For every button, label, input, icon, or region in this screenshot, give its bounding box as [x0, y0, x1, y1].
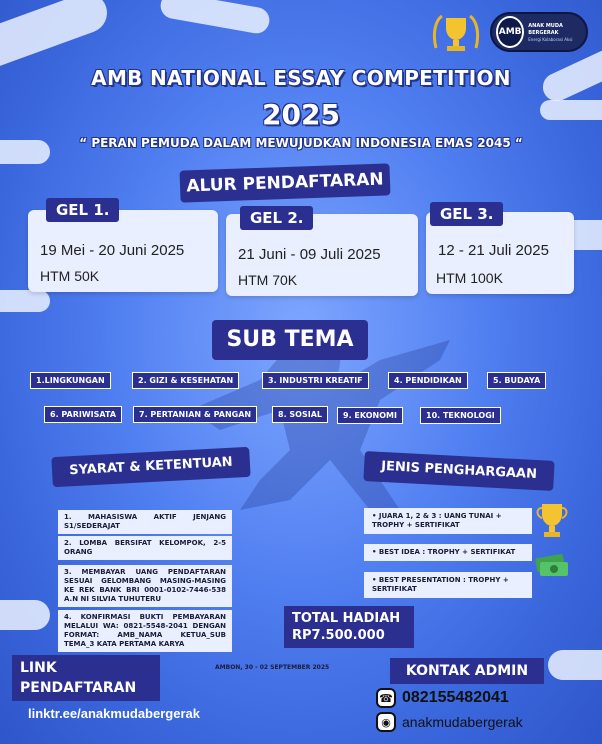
kontak-admin-heading: KONTAK ADMIN	[390, 658, 544, 684]
subtema-item: 6. PARIWISATA	[44, 406, 122, 423]
gelombang-label: GEL 1.	[46, 198, 119, 222]
gelombang-htm: HTM 50K	[40, 268, 100, 284]
subtema-item: 10. TEKNOLOGI	[420, 407, 501, 424]
gelombang-htm: HTM 100K	[436, 270, 503, 286]
title-year: 2025	[262, 98, 340, 131]
amb-logo-mark: AMB	[496, 16, 524, 48]
subtema-item: 4. PENDIDIKAN	[388, 372, 468, 389]
cloud-decoration	[0, 600, 50, 630]
subtema-item: 7. PERTANIAN & PANGAN	[133, 406, 257, 423]
subtema-item: 3. INDUSTRI KREATIF	[262, 372, 369, 389]
penghargaan-item: • BEST PRESENTATION : TROPHY + SERTIFIKAT	[364, 572, 532, 598]
trophy-logo-icon	[430, 12, 482, 58]
subtema-item: 9. EKONOMI	[337, 407, 403, 424]
subtema-item: 5. BUDAYA	[487, 372, 546, 389]
gelombang-label: GEL 2.	[240, 206, 313, 230]
total-hadiah-box	[284, 606, 414, 648]
syarat-item: 3. MEMBAYAR UANG PENDAFTARAN SESUAI GELOMBANG MASING-MASING KE REK BANK BRI 0001-0102-7446-538 A.N NI SILVIA TUHUTERU	[58, 565, 232, 607]
phone-number: 082155482041	[402, 689, 509, 706]
gelombang-date: 12 - 21 Juli 2025	[438, 242, 549, 259]
syarat-heading: SYARAT & KETENTUAN	[51, 447, 250, 487]
subtema-item: 8. SOSIAL	[272, 406, 328, 423]
penghargaan-item: • JUARA 1, 2 & 3 : UANG TUNAI + TROPHY + SERTIFIKAT	[364, 508, 532, 534]
penghargaan-item: • BEST IDEA : TROPHY + SERTIFIKAT	[364, 544, 532, 561]
cloud-decoration	[548, 650, 602, 680]
money-icon	[534, 550, 570, 582]
gelombang-htm: HTM 70K	[238, 272, 298, 288]
whatsapp-icon: ☎	[376, 688, 396, 708]
syarat-item: 4. KONFIRMASI BUKTI PEMBAYARAN MELALUI WA: 0821-5548-2041 DENGAN FORMAT: AMB_NAMA KETUA_SUB TEMA_3 KATA PERTAMA KARYA	[58, 610, 232, 652]
subtema-item: 1.LINGKUNGAN	[30, 372, 111, 389]
syarat-item: 2. LOMBA BERSIFAT KELOMPOK, 2-5 ORANG	[58, 536, 232, 560]
subtema-heading: SUB TEMA	[212, 320, 368, 360]
phone-contact[interactable]	[376, 688, 509, 708]
syarat-item: 1. MAHASISWA AKTIF JENJANG S1/SEDERAJAT	[58, 510, 232, 534]
gelombang-label: GEL 3.	[430, 202, 503, 226]
alur-pendaftaran-heading: ALUR PENDAFTARAN	[180, 163, 391, 202]
competition-theme: “ PERAN PEMUDA DALAM MEWUJUDKAN INDONESIA EMAS 2045 “	[79, 136, 523, 150]
subtema-item: 2. GIZI & KESEHATAN	[132, 372, 239, 389]
cloud-decoration	[159, 0, 272, 35]
cloud-decoration	[0, 0, 113, 73]
total-hadiah-label: TOTAL HADIAH	[292, 611, 401, 626]
gelombang-date: 19 Mei - 20 Juni 2025	[40, 242, 185, 259]
instagram-contact[interactable]	[376, 712, 523, 732]
instagram-icon: ◉	[376, 712, 396, 732]
page-title: AMB NATIONAL ESSAY COMPETITION	[91, 66, 511, 90]
amb-logo-subcaption: Energi Kolaborasi Aksi	[528, 36, 573, 42]
trophy-icon	[534, 500, 570, 540]
cloud-decoration	[0, 290, 50, 312]
amb-logo	[490, 12, 588, 52]
registration-link[interactable]: linktr.ee/anakmudabergerak	[28, 706, 200, 721]
gelombang-date: 21 Juni - 09 Juli 2025	[238, 246, 381, 263]
link-pendaftaran-box: LINK PENDAFTARAN	[12, 655, 160, 701]
penghargaan-heading: JENIS PENGHARGAAN	[363, 451, 554, 491]
amb-logo-caption: ANAK MUDA BERGERAK	[528, 22, 563, 36]
total-hadiah-value: RP7.500.000	[292, 628, 385, 643]
event-date: AMBON, 30 - 02 SEPTEMBER 2025	[215, 664, 330, 671]
instagram-handle: anakmudabergerak	[402, 714, 523, 730]
